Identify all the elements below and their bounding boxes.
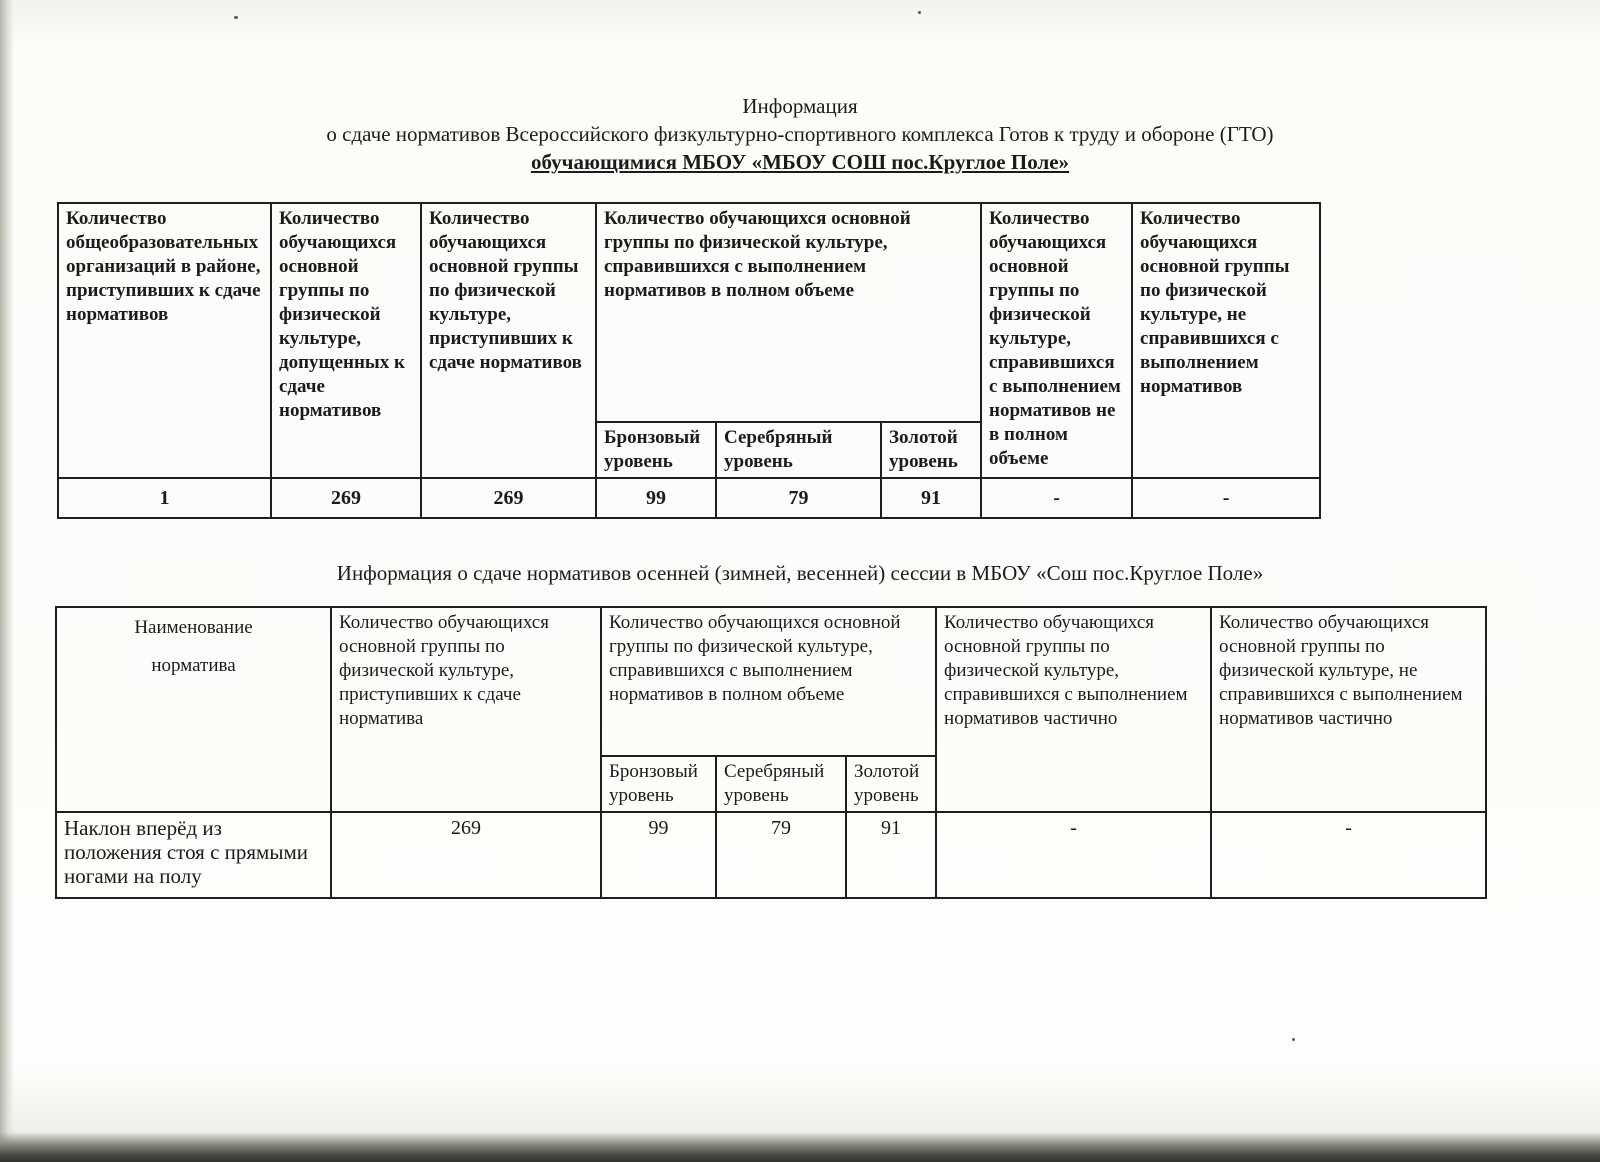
t1-subheader-bronze: Бронзовый уровень <box>596 422 716 478</box>
table2-header-row <box>56 607 1486 756</box>
t1-header-started: Количество обучающихся основной группы по физической культуре, приступивших к сдаче нормативов <box>421 203 596 478</box>
title-line-3: обучающимися МБОУ «МБОУ СОШ пос.Круглое Поле» <box>530 150 1070 174</box>
scan-bottom-edge <box>0 1132 1600 1162</box>
scan-speck <box>1292 1038 1295 1041</box>
t2-header-completed-partial: Количество обучающихся основной группы по физической культуре, справившихся с выполнением нормативов частично <box>936 607 1211 812</box>
t2-value-bronze: 99 <box>601 812 716 898</box>
t2-subheader-bronze: Бронзовый уровень <box>601 756 716 812</box>
gto-summary-table <box>57 202 1321 519</box>
t1-header-organizations: Количество общеобразовательных организаций в районе, приступивших к сдаче нормативов <box>58 203 271 478</box>
t1-header-completed-partial: Количество обучающихся основной группы по физической культуре, справившихся с выполнением нормативов не в полном объеме <box>981 203 1132 478</box>
t2-value-norm-name: Наклон вперёд из положения стоя с прямыми ногами на полу <box>56 812 331 898</box>
t1-value-started: 269 <box>421 478 596 518</box>
t1-value-partial: - <box>981 478 1132 518</box>
t2-header-completed-full: Количество обучающихся основной группы по физической культуре, справившихся с выполнением нормативов в полном объеме <box>601 607 936 756</box>
title-line-1: Информация <box>742 94 858 118</box>
t1-subheader-gold: Золотой уровень <box>881 422 981 478</box>
t2-header-norm-name-line1: Наименование <box>134 617 253 638</box>
t2-header-not-completed: Количество обучающихся основной группы по физической культуре, не справившихся с выполнением нормативов частично <box>1211 607 1486 812</box>
t2-subheader-gold: Золотой уровень <box>846 756 936 812</box>
t2-subheader-silver: Серебряный уровень <box>716 756 846 812</box>
t2-header-started: Количество обучающихся основной группы по физической культуре, приступивших к сдаче норматива <box>331 607 601 812</box>
t1-header-not-completed: Количество обучающихся основной группы по физической культуре, не справившихся с выполнением нормативов <box>1132 203 1320 478</box>
t1-value-not-completed: - <box>1132 478 1320 518</box>
t1-value-organizations: 1 <box>58 478 271 518</box>
t2-value-started: 269 <box>331 812 601 898</box>
t1-subheader-silver: Серебряный уровень <box>716 422 881 478</box>
t1-value-gold: 91 <box>881 478 981 518</box>
table1-header-row <box>58 203 1320 422</box>
section2-title: Информация о сдаче нормативов осенней (зимней, весенней) сессии в МБОУ «Сош пос.Круглое Поле» <box>336 561 1264 585</box>
t2-value-not-completed: - <box>1211 812 1486 898</box>
t2-value-partial: - <box>936 812 1211 898</box>
t1-value-bronze: 99 <box>596 478 716 518</box>
t2-header-norm-name-line2: норматива <box>151 655 236 676</box>
t2-value-gold: 91 <box>846 812 936 898</box>
table1-data-row <box>58 478 1320 518</box>
title-line-2: о сдаче нормативов Всероссийского физкультурно-спортивного комплекса Готов к труду и обороне (ГТО) <box>326 122 1274 146</box>
document-title <box>80 92 1520 176</box>
t1-header-completed-full: Количество обучающихся основной группы по физической культуре, справившихся с выполнением нормативов в полном объеме <box>596 203 981 422</box>
t2-value-silver: 79 <box>716 812 846 898</box>
t1-value-silver: 79 <box>716 478 881 518</box>
session-norms-table <box>55 606 1487 899</box>
table2-data-row <box>56 812 1486 898</box>
t1-header-admitted: Количество обучающихся основной группы по физической культуре, допущенных к сдаче нормативов <box>271 203 421 478</box>
t2-header-norm-name <box>56 607 331 812</box>
t1-value-admitted: 269 <box>271 478 421 518</box>
